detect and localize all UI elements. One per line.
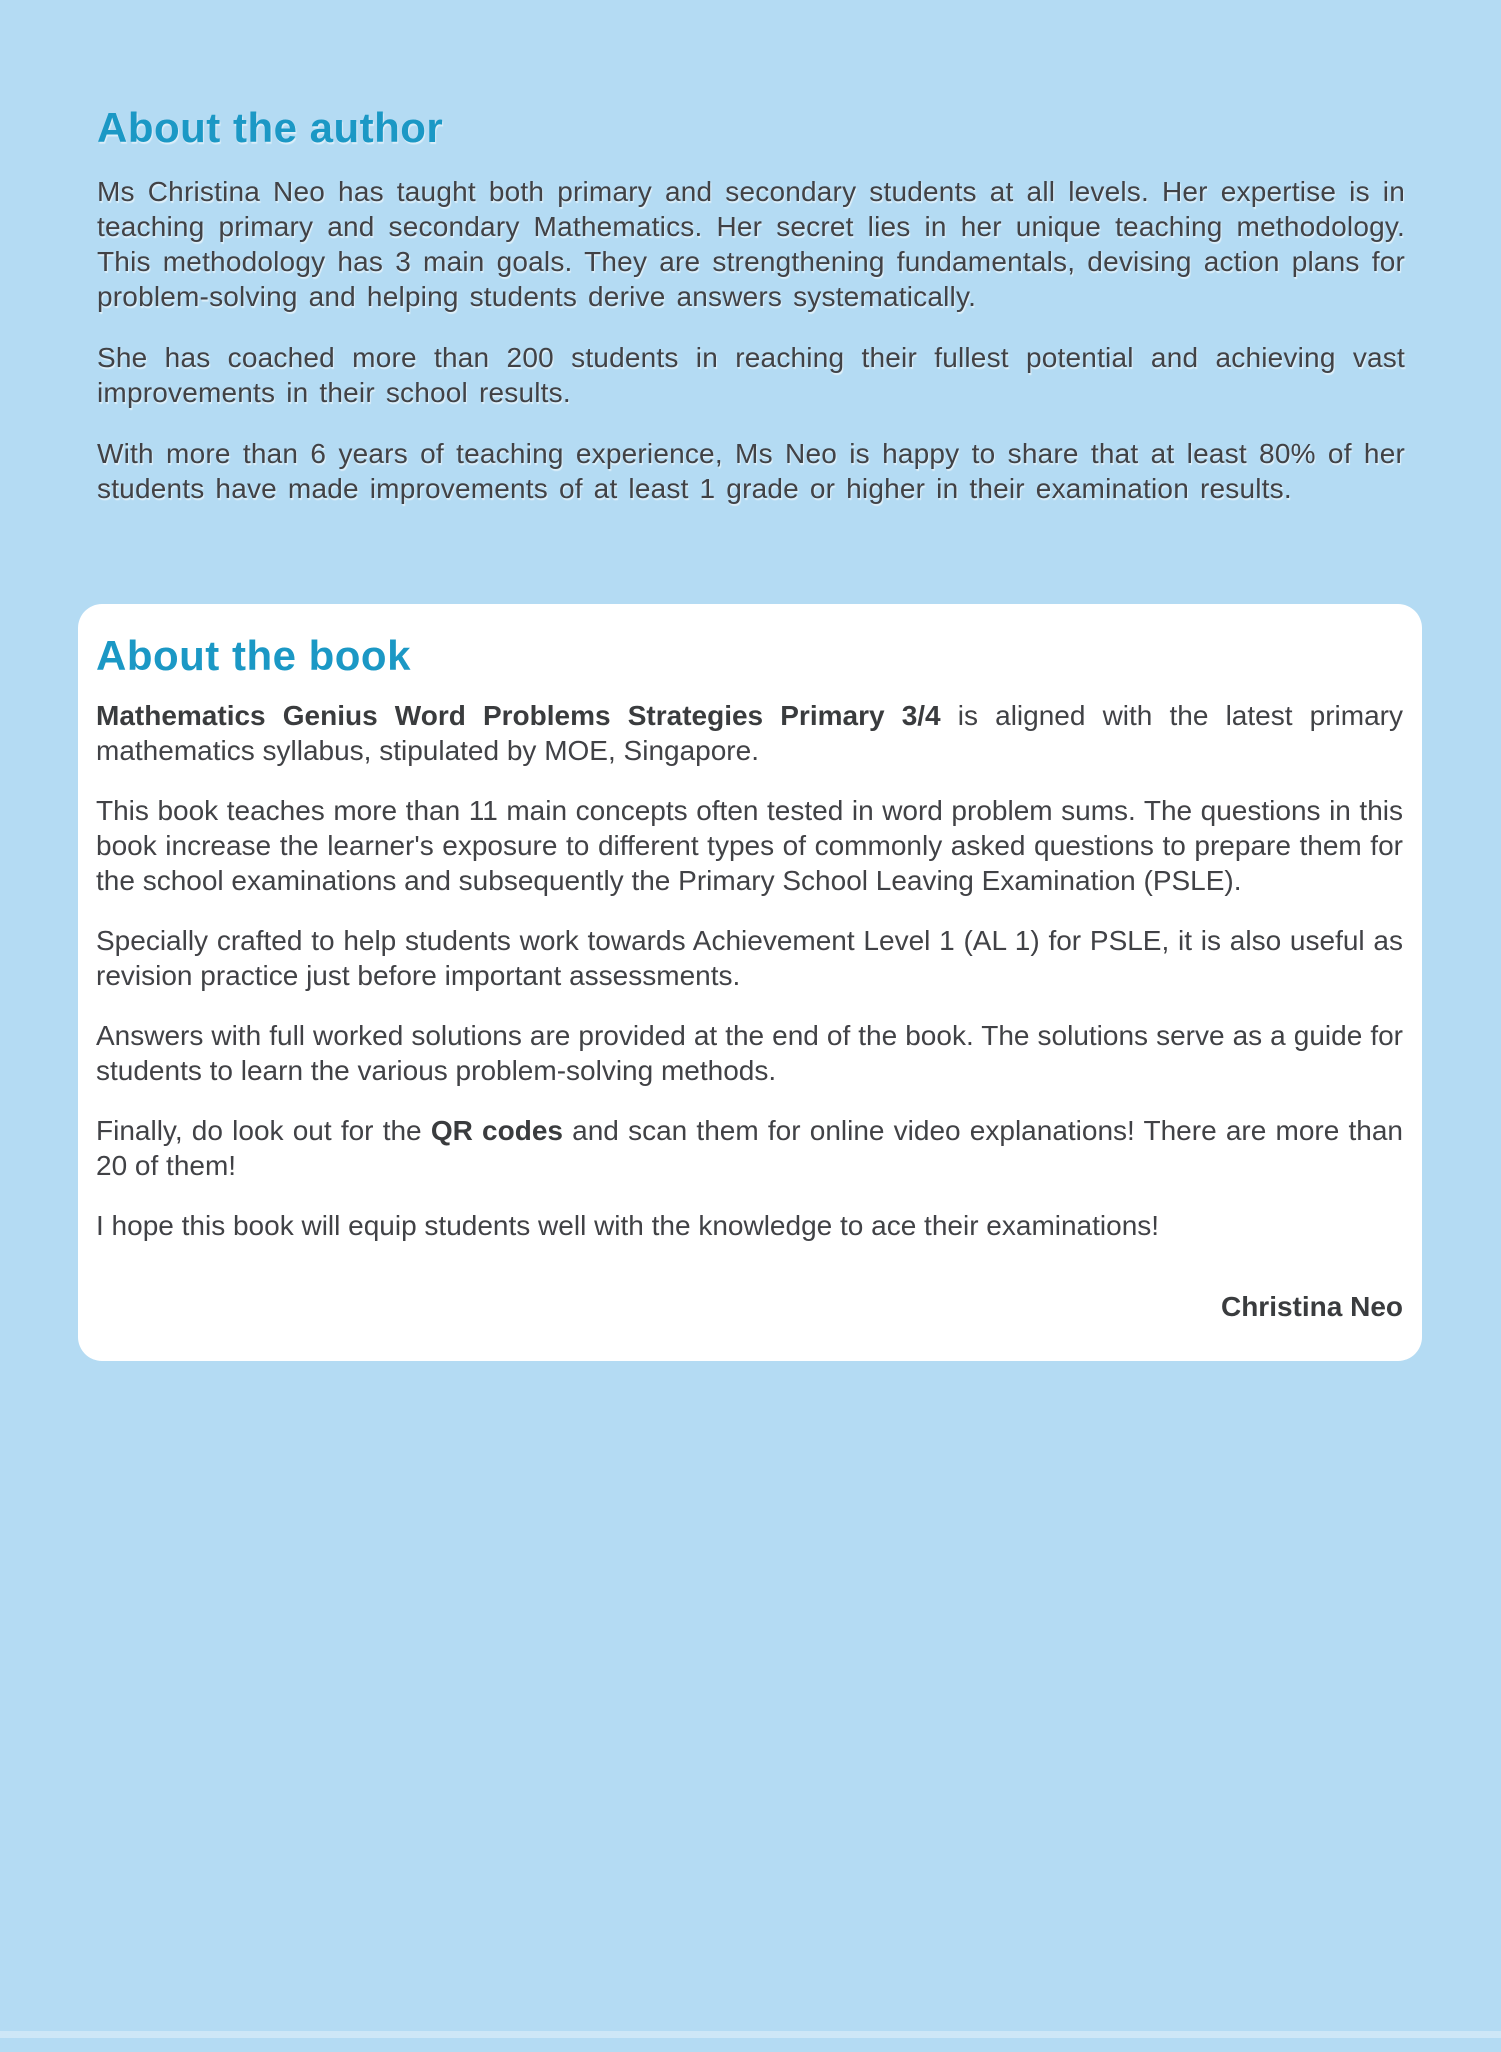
author-signature: Christina Neo bbox=[1220, 1291, 1403, 1322]
about-author-title: About the author bbox=[97, 104, 444, 151]
book-paragraph-6: I hope this book will equip students well with the knowledge to ace their examinations! bbox=[96, 1210, 1160, 1241]
book-paragraph-1-rest: is aligned with the latest primary mathematics syllabus, stipulated by MOE, Singapore. bbox=[96, 700, 1403, 766]
book-paragraph-3: Specially crafted to help students work towards Achievement Level 1 (AL 1) for PSLE, it is also useful as revision practice just before important assessments. bbox=[96, 925, 1403, 991]
about-book-card bbox=[78, 604, 1422, 1361]
author-paragraph-3: With more than 6 years of teaching experience, Ms Neo is happy to share that at least 80% of her students have made improvements of at least 1 grade or higher in their examination results. bbox=[97, 438, 1405, 504]
about-author-section bbox=[0, 0, 1501, 506]
book-paragraph-5 bbox=[96, 1113, 1403, 1183]
book-paragraph-5-pre: Finally, do look out for the bbox=[96, 1115, 431, 1146]
book-paragraph-1 bbox=[96, 698, 1403, 768]
page-bottom-edge bbox=[0, 2031, 1501, 2038]
author-paragraph-2: She has coached more than 200 students in reaching their fullest potential and achieving vast improvements in their school results. bbox=[97, 342, 1405, 408]
author-paragraph-1: Ms Christina Neo has taught both primary and secondary students at all levels. Her expertise is in teaching primary and secondary Mathematics. Her secret lies in her unique teaching methodology. This methodology has 3 main goals. They are strengthening fundamentals, devising action plans for problem-solving and helping students derive answers systematically. bbox=[97, 176, 1405, 312]
qr-codes-bold-text: QR codes bbox=[430, 1115, 563, 1146]
book-paragraph-5-post: and scan them for online video explanations! There are more than 20 of them! bbox=[96, 1115, 1403, 1181]
book-paragraph-2: This book teaches more than 11 main concepts often tested in word problem sums. The questions in this book increase the learner's exposure to different types of commonly asked questions to prepare them for the school examinations and subsequently the Primary School Leaving Examination (PSLE). bbox=[96, 795, 1403, 896]
book-title-bold-text: Mathematics Genius Word Problems Strategies Primary 3/4 bbox=[96, 700, 941, 731]
book-paragraph-4: Answers with full worked solutions are provided at the end of the book. The solutions serve as a guide for students to learn the various problem-solving methods. bbox=[96, 1020, 1403, 1086]
about-book-title: About the book bbox=[96, 632, 411, 679]
